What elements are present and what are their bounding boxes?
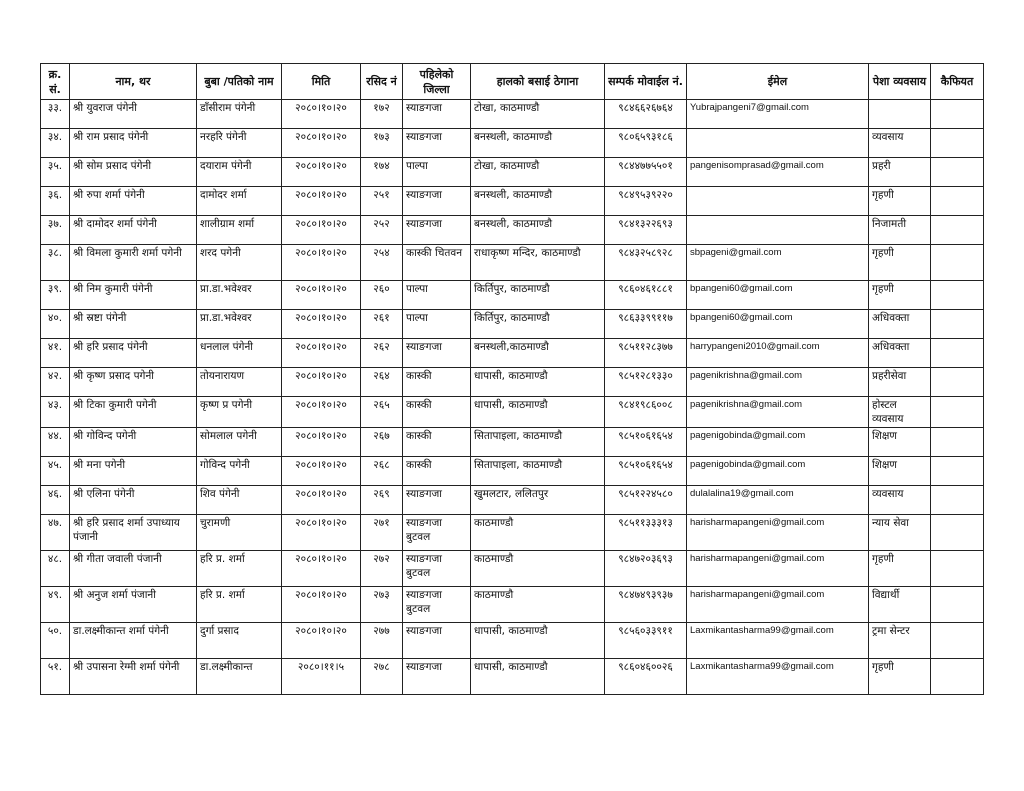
cell-address: धापासी, काठमाण्डौ bbox=[471, 397, 605, 428]
cell-email: harisharmapangeni@gmail.com bbox=[687, 515, 869, 551]
cell-district: पाल्पा bbox=[403, 158, 471, 187]
cell-serial: ३९. bbox=[41, 281, 70, 310]
cell-occupation: होस्टल व्यवसाय bbox=[869, 397, 931, 428]
cell-father: धनलाल पंगेनी bbox=[197, 339, 282, 368]
cell-remarks bbox=[931, 158, 984, 187]
cell-district: स्याङगजा bbox=[403, 339, 471, 368]
cell-serial: ३३. bbox=[41, 100, 70, 129]
table-row bbox=[41, 457, 984, 486]
cell-receipt: २६८ bbox=[361, 457, 403, 486]
cell-date: २०८०।१०।२० bbox=[282, 245, 361, 281]
cell-district: स्याङगजा bbox=[403, 129, 471, 158]
cell-mobile: ९८५१२२४५८० bbox=[605, 486, 687, 515]
cell-mobile: ९८५११३३३१३ bbox=[605, 515, 687, 551]
cell-name: श्री हरि प्रसाद पंगेनी bbox=[70, 339, 197, 368]
table-row bbox=[41, 397, 984, 428]
cell-address: सितापाइला, काठमाण्डौ bbox=[471, 457, 605, 486]
cell-date: २०८०।१०।२० bbox=[282, 551, 361, 587]
cell-serial: ४३. bbox=[41, 397, 70, 428]
cell-serial: ४०. bbox=[41, 310, 70, 339]
header-email: ईमेल bbox=[687, 64, 869, 100]
cell-name: श्री हरि प्रसाद शर्मा उपाध्याय पंजानी bbox=[70, 515, 197, 551]
table-row bbox=[41, 486, 984, 515]
cell-email: pagenikrishna@gmail.com bbox=[687, 368, 869, 397]
cell-receipt: २५४ bbox=[361, 245, 403, 281]
table-row bbox=[41, 158, 984, 187]
cell-district: स्याङगजा bbox=[403, 486, 471, 515]
cell-date: २०८०।१०।२० bbox=[282, 339, 361, 368]
cell-occupation: न्याय सेवा bbox=[869, 515, 931, 551]
table-row bbox=[41, 428, 984, 457]
cell-name: श्री राम प्रसाद पंगेनी bbox=[70, 129, 197, 158]
cell-date: २०८०।१०।२० bbox=[282, 100, 361, 129]
cell-address: बनस्थली, काठमाण्डौ bbox=[471, 187, 605, 216]
cell-remarks bbox=[931, 587, 984, 623]
cell-email bbox=[687, 216, 869, 245]
cell-district: कास्की bbox=[403, 457, 471, 486]
cell-address: खुमलटार, ललितपुर bbox=[471, 486, 605, 515]
cell-district: कास्की चितवन bbox=[403, 245, 471, 281]
cell-father: प्रा.डा.भवेश्वर bbox=[197, 310, 282, 339]
cell-serial: ३६. bbox=[41, 187, 70, 216]
cell-address: काठमाण्डौ bbox=[471, 587, 605, 623]
cell-serial: ५१. bbox=[41, 659, 70, 695]
cell-receipt: २६९ bbox=[361, 486, 403, 515]
cell-address: किर्तिपुर, काठमाण्डौ bbox=[471, 310, 605, 339]
table-row bbox=[41, 216, 984, 245]
cell-email: sbpageni@gmail.com bbox=[687, 245, 869, 281]
cell-serial: ३८. bbox=[41, 245, 70, 281]
cell-date: २०८०।१०।२० bbox=[282, 457, 361, 486]
cell-district: पाल्पा bbox=[403, 310, 471, 339]
cell-remarks bbox=[931, 281, 984, 310]
cell-father: तोयनारायण bbox=[197, 368, 282, 397]
cell-remarks bbox=[931, 659, 984, 695]
cell-email: bpangeni60@gmail.com bbox=[687, 281, 869, 310]
cell-address: राधाकृष्ण मन्दिर, काठमाण्डौ bbox=[471, 245, 605, 281]
cell-receipt: २७२ bbox=[361, 551, 403, 587]
cell-remarks bbox=[931, 428, 984, 457]
cell-occupation: अधिवक्ता bbox=[869, 339, 931, 368]
cell-date: २०८०।१०।२० bbox=[282, 368, 361, 397]
cell-remarks bbox=[931, 397, 984, 428]
cell-email: Laxmikantasharma99@gmail.com bbox=[687, 659, 869, 695]
cell-father: सोमलाल पगेनी bbox=[197, 428, 282, 457]
cell-date: २०८०।१०।२० bbox=[282, 129, 361, 158]
cell-mobile: ९८४७२०३६९३ bbox=[605, 551, 687, 587]
cell-receipt: २७१ bbox=[361, 515, 403, 551]
cell-district: स्याङगजा बुटवल bbox=[403, 587, 471, 623]
cell-date: २०८०।१०।२० bbox=[282, 158, 361, 187]
cell-name: श्री गीता जवाली पंजानी bbox=[70, 551, 197, 587]
table-row bbox=[41, 339, 984, 368]
cell-father: शरद पगेनी bbox=[197, 245, 282, 281]
cell-name: श्री एलिना पंगेनी bbox=[70, 486, 197, 515]
cell-mobile: ९८५१२८१३३० bbox=[605, 368, 687, 397]
cell-district: स्याङगजा बुटवल bbox=[403, 515, 471, 551]
cell-mobile: ९८५६०३३९११ bbox=[605, 623, 687, 659]
cell-father: हरि प्र. शर्मा bbox=[197, 551, 282, 587]
cell-address: सितापाइला, काठमाण्डौ bbox=[471, 428, 605, 457]
cell-receipt: २५१ bbox=[361, 187, 403, 216]
cell-father: डाँसीराम पंगेनी bbox=[197, 100, 282, 129]
cell-serial: ४७. bbox=[41, 515, 70, 551]
cell-email: pagenikrishna@gmail.com bbox=[687, 397, 869, 428]
cell-date: २०८०।१०।२० bbox=[282, 623, 361, 659]
table-row bbox=[41, 587, 984, 623]
table-row bbox=[41, 623, 984, 659]
table-row bbox=[41, 515, 984, 551]
cell-mobile: ९८४३२५८९२८ bbox=[605, 245, 687, 281]
member-roster-table bbox=[40, 63, 984, 695]
cell-address: बनस्थली, काठमाण्डौ bbox=[471, 129, 605, 158]
cell-mobile: ९८४१३२२६९३ bbox=[605, 216, 687, 245]
cell-father: चुरामणी bbox=[197, 515, 282, 551]
cell-name: श्री अनुज शर्मा पंजानी bbox=[70, 587, 197, 623]
cell-serial: ४६. bbox=[41, 486, 70, 515]
table-row bbox=[41, 281, 984, 310]
cell-serial: ३५. bbox=[41, 158, 70, 187]
cell-occupation bbox=[869, 100, 931, 129]
header-date: मिति bbox=[282, 64, 361, 100]
cell-serial: ४४. bbox=[41, 428, 70, 457]
cell-district: स्याङगजा bbox=[403, 187, 471, 216]
table-row bbox=[41, 659, 984, 695]
table-row bbox=[41, 129, 984, 158]
cell-occupation: गृहणी bbox=[869, 659, 931, 695]
cell-receipt: २६१ bbox=[361, 310, 403, 339]
cell-occupation: निजामती bbox=[869, 216, 931, 245]
cell-date: २०८०।१०।२० bbox=[282, 486, 361, 515]
cell-serial: ४५. bbox=[41, 457, 70, 486]
cell-district: स्याङगजा bbox=[403, 659, 471, 695]
cell-receipt: २६० bbox=[361, 281, 403, 310]
cell-address: टोखा, काठमाण्डौ bbox=[471, 158, 605, 187]
cell-name: श्री रुपा शर्मा पंगेनी bbox=[70, 187, 197, 216]
cell-district: स्याङगजा बुटवल bbox=[403, 551, 471, 587]
cell-mobile: ९८४१९८६००८ bbox=[605, 397, 687, 428]
cell-name: श्री मना पगेनी bbox=[70, 457, 197, 486]
cell-mobile: ९८४६६२६७६४ bbox=[605, 100, 687, 129]
cell-occupation: गृहणी bbox=[869, 187, 931, 216]
cell-email: harrypangeni2010@gmail.com bbox=[687, 339, 869, 368]
cell-occupation: विद्यार्थी bbox=[869, 587, 931, 623]
cell-district: कास्की bbox=[403, 368, 471, 397]
cell-district: स्याङगजा bbox=[403, 623, 471, 659]
cell-mobile: ९८४९५३९२२० bbox=[605, 187, 687, 216]
cell-district: पाल्पा bbox=[403, 281, 471, 310]
cell-serial: ४९. bbox=[41, 587, 70, 623]
cell-occupation: गृहणी bbox=[869, 281, 931, 310]
cell-father: दामोदर शर्मा bbox=[197, 187, 282, 216]
cell-father: प्रा.डा.भवेश्वर bbox=[197, 281, 282, 310]
cell-name: श्री विमला कुमारी शर्मा पगेनी bbox=[70, 245, 197, 281]
header-father: बुबा /पतिको नाम bbox=[197, 64, 282, 100]
roster-body bbox=[41, 100, 984, 695]
cell-father: दयाराम पंगेनी bbox=[197, 158, 282, 187]
cell-remarks bbox=[931, 100, 984, 129]
cell-father: दुर्गा प्रसाद bbox=[197, 623, 282, 659]
table-row bbox=[41, 310, 984, 339]
cell-father: शालीग्राम शर्मा bbox=[197, 216, 282, 245]
cell-remarks bbox=[931, 515, 984, 551]
cell-remarks bbox=[931, 551, 984, 587]
cell-address: टोखा, काठमाण्डौ bbox=[471, 100, 605, 129]
cell-occupation: प्रहरी bbox=[869, 158, 931, 187]
cell-remarks bbox=[931, 457, 984, 486]
cell-email: Yubrajpangeni7@gmail.com bbox=[687, 100, 869, 129]
cell-email: pagenigobinda@gmail.com bbox=[687, 457, 869, 486]
header-name: नाम, थर bbox=[70, 64, 197, 100]
cell-father: शिव पंगेनी bbox=[197, 486, 282, 515]
cell-father: डा.लक्ष्मीकान्त bbox=[197, 659, 282, 695]
cell-address: धापासी, काठमाण्डौ bbox=[471, 623, 605, 659]
cell-receipt: २६७ bbox=[361, 428, 403, 457]
cell-district: कास्की bbox=[403, 428, 471, 457]
cell-father: गोविन्द पगेनी bbox=[197, 457, 282, 486]
cell-receipt: २७८ bbox=[361, 659, 403, 695]
cell-name: श्री निम कुमारी पंगेनी bbox=[70, 281, 197, 310]
cell-receipt: २६५ bbox=[361, 397, 403, 428]
cell-mobile: ९८५१०६१६५४ bbox=[605, 457, 687, 486]
cell-date: २०८०।१०।२० bbox=[282, 428, 361, 457]
cell-date: २०८०।१०।२० bbox=[282, 397, 361, 428]
header-mobile: सम्पर्क मोवाईल नं. bbox=[605, 64, 687, 100]
cell-mobile: ९८६०४६००२६ bbox=[605, 659, 687, 695]
cell-serial: ३७. bbox=[41, 216, 70, 245]
cell-occupation: ट्रमा सेन्टर bbox=[869, 623, 931, 659]
cell-remarks bbox=[931, 368, 984, 397]
cell-remarks bbox=[931, 187, 984, 216]
cell-receipt: १७४ bbox=[361, 158, 403, 187]
cell-date: २०८०।१०।२० bbox=[282, 281, 361, 310]
cell-name: श्री सोम प्रसाद पंगेनी bbox=[70, 158, 197, 187]
cell-occupation: शिक्षण bbox=[869, 428, 931, 457]
cell-father: कृष्ण प्र पगेनी bbox=[197, 397, 282, 428]
cell-address: काठमाण्डौ bbox=[471, 515, 605, 551]
cell-receipt: २६४ bbox=[361, 368, 403, 397]
cell-occupation: गृहणी bbox=[869, 245, 931, 281]
cell-address: बनस्थली, काठमाण्डौ bbox=[471, 216, 605, 245]
cell-remarks bbox=[931, 129, 984, 158]
cell-email: harisharmapangeni@gmail.com bbox=[687, 551, 869, 587]
cell-mobile: ९८४७४९३९३७ bbox=[605, 587, 687, 623]
cell-date: २०८०।१०।२० bbox=[282, 587, 361, 623]
cell-occupation: गृहणी bbox=[869, 551, 931, 587]
cell-serial: ५०. bbox=[41, 623, 70, 659]
cell-email: dulalalina19@gmail.com bbox=[687, 486, 869, 515]
cell-email: bpangeni60@gmail.com bbox=[687, 310, 869, 339]
cell-occupation: व्यवसाय bbox=[869, 486, 931, 515]
header-serial: क्र. सं. bbox=[41, 64, 70, 100]
header-receipt: रसिद नं bbox=[361, 64, 403, 100]
cell-email: Laxmikantasharma99@gmail.com bbox=[687, 623, 869, 659]
cell-address: धापासी, काठमाण्डौ bbox=[471, 368, 605, 397]
header-remarks: कैफियत bbox=[931, 64, 984, 100]
cell-district: कास्की bbox=[403, 397, 471, 428]
cell-district: स्याङगजा bbox=[403, 216, 471, 245]
cell-serial: ४२. bbox=[41, 368, 70, 397]
cell-date: २०८०।१०।२० bbox=[282, 216, 361, 245]
header-address: हालको बसाई ठेगाना bbox=[471, 64, 605, 100]
cell-email: pagenigobinda@gmail.com bbox=[687, 428, 869, 457]
cell-name: श्री कृष्ण प्रसाद पगेनी bbox=[70, 368, 197, 397]
cell-serial: ४८. bbox=[41, 551, 70, 587]
cell-name: श्री उपासना रेग्मी शर्मा पंगेनी bbox=[70, 659, 197, 695]
cell-remarks bbox=[931, 339, 984, 368]
cell-mobile: ९८५१०६१६५४ bbox=[605, 428, 687, 457]
cell-remarks bbox=[931, 216, 984, 245]
cell-name: श्री टिका कुमारी पगेनी bbox=[70, 397, 197, 428]
cell-email bbox=[687, 129, 869, 158]
cell-address: किर्तिपुर, काठमाण्डौ bbox=[471, 281, 605, 310]
cell-serial: ३४. bbox=[41, 129, 70, 158]
cell-mobile: ९८५११२८३७७ bbox=[605, 339, 687, 368]
cell-remarks bbox=[931, 310, 984, 339]
cell-occupation: शिक्षण bbox=[869, 457, 931, 486]
cell-occupation: अधिवक्ता bbox=[869, 310, 931, 339]
header-district: पहिलेको जिल्ला bbox=[403, 64, 471, 100]
cell-date: २०८०।१०।२० bbox=[282, 515, 361, 551]
table-row bbox=[41, 187, 984, 216]
table-row bbox=[41, 368, 984, 397]
cell-remarks bbox=[931, 245, 984, 281]
cell-date: २०८०।१०।२० bbox=[282, 310, 361, 339]
table-row bbox=[41, 100, 984, 129]
cell-remarks bbox=[931, 486, 984, 515]
cell-name: श्री युवराज पंगेनी bbox=[70, 100, 197, 129]
cell-email: pangenisomprasad@gmail.com bbox=[687, 158, 869, 187]
cell-father: हरि प्र. शर्मा bbox=[197, 587, 282, 623]
table-row bbox=[41, 551, 984, 587]
header-occupation: पेशा व्यवसाय bbox=[869, 64, 931, 100]
cell-date: २०८०।११।५ bbox=[282, 659, 361, 695]
cell-mobile: ९८६३३९९११७ bbox=[605, 310, 687, 339]
cell-receipt: २७३ bbox=[361, 587, 403, 623]
cell-remarks bbox=[931, 623, 984, 659]
cell-receipt: २७७ bbox=[361, 623, 403, 659]
cell-mobile: ९८६०४६१८८१ bbox=[605, 281, 687, 310]
cell-district: स्याङगजा bbox=[403, 100, 471, 129]
cell-serial: ४१. bbox=[41, 339, 70, 368]
cell-address: धापासी, काठमाण्डौ bbox=[471, 659, 605, 695]
cell-name: श्री गोविन्द पगेनी bbox=[70, 428, 197, 457]
cell-occupation: व्यवसाय bbox=[869, 129, 931, 158]
cell-occupation: प्रहरीसेवा bbox=[869, 368, 931, 397]
cell-mobile: ९८०६५९३१८६ bbox=[605, 129, 687, 158]
cell-father: नरहरि पंगेनी bbox=[197, 129, 282, 158]
cell-address: काठमाण्डौ bbox=[471, 551, 605, 587]
cell-email: harisharmapangeni@gmail.com bbox=[687, 587, 869, 623]
cell-address: बनस्थली,काठमाण्डौ bbox=[471, 339, 605, 368]
table-row bbox=[41, 245, 984, 281]
cell-name: डा.लक्ष्मीकान्त शर्मा पंगेनी bbox=[70, 623, 197, 659]
header-row bbox=[41, 64, 984, 100]
cell-receipt: १७२ bbox=[361, 100, 403, 129]
cell-name: श्री स्रष्टा पंगेनी bbox=[70, 310, 197, 339]
cell-mobile: ९८४४७७५५०१ bbox=[605, 158, 687, 187]
cell-receipt: २६२ bbox=[361, 339, 403, 368]
cell-receipt: १७३ bbox=[361, 129, 403, 158]
cell-receipt: २५२ bbox=[361, 216, 403, 245]
cell-email bbox=[687, 187, 869, 216]
cell-date: २०८०।१०।२० bbox=[282, 187, 361, 216]
cell-name: श्री दामोदर शर्मा पंगेनी bbox=[70, 216, 197, 245]
